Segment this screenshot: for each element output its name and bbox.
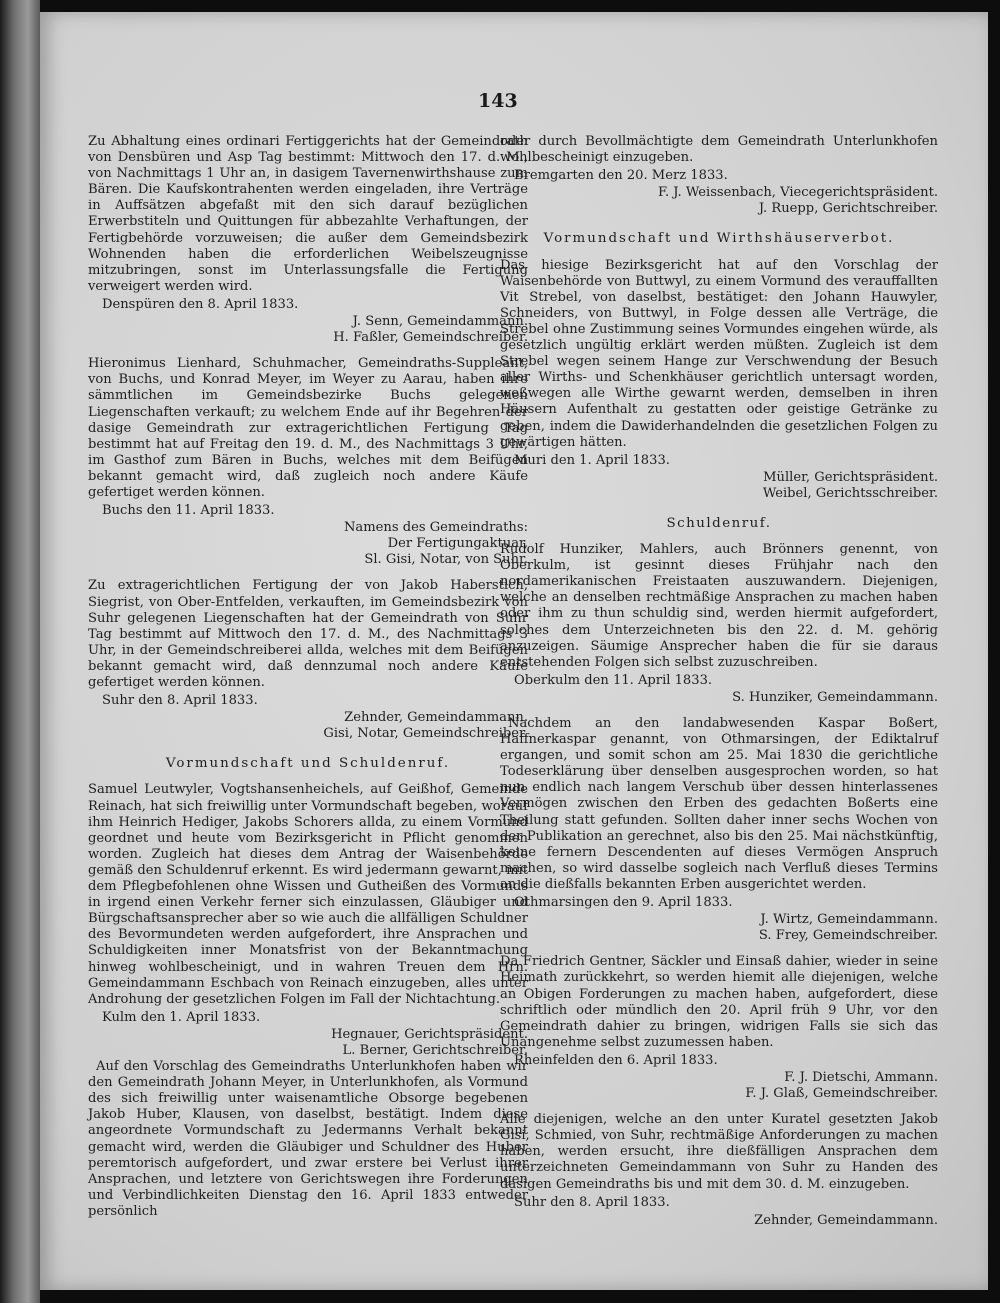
notice-text: Hieronimus Lienhard, Schuhmacher, Gemeindraths-Suppleant, von Buchs, und Konrad Meyer, im Weyer zu Aarau, haben ihre sämmtlichen im Gemeindsbezirke Buchs gelegenen Liegenschaften verkauft; zu welchem Ende auf ihr Begehren der dasige Gemeindrath zur extragerichtlichen Fertigung Tag bestimmt hat auf Freitag den 19. d. M., des Nachmittags 3 Uhr, im Gasthof zum Bären in Buchs, welches mit dem Beifügen bekannt gemacht wird, daß zugleich noch andere Käufe gefertiget werden können. (88, 356, 528, 500)
notice-signature: F. J. Weissenbach, Viecegerichtspräsident. (657, 185, 938, 201)
notice-signature: J. Ruepp, Gerichtschreiber. (758, 201, 938, 217)
section-heading: Schuldenruf. (666, 515, 772, 531)
notice-signature: Der Fertigungaktuar, (387, 536, 528, 552)
notice-dateline: Rheinfelden den 6. April 1833. (514, 1052, 718, 1068)
notice-signature: S. Hunziker, Gemeindammann. (732, 689, 938, 705)
notice-dateline: Suhr den 8. April 1833. (514, 1194, 670, 1210)
notice-signature: Zehnder, Gemeindammann. (754, 1212, 938, 1228)
notice-signature: F. J. Dietschi, Ammann. (784, 1069, 938, 1085)
notice-text: oder durch Bevollmächtigte dem Gemeindrath Unterlunkhofen wohlbescheinigt einzugeben. (500, 134, 938, 166)
notice-text: Zu Abhaltung eines ordinari Fertiggerichts hat der Gemeindrath von Densbüren und Asp Tag bestimmt: Mittwoch den 17. d. M., von Nachmittags 1 Uhr an, in dasigem Tavernenwirthshause zum Bären. Die Kaufskontrahenten werden eingeladen, ihre Verträge in Auffsätzen abgefaßt mit den sich darauf bezüglichen Erwerbstiteln und Quittungen für abbezahlte Verhaftungen, der Fertigbehörde vorzuweisen; die außer dem Gemeindsbezirk Wohnenden haben die erforderlichen Weibelszeugnisse mitzubringen, sonst im Unterlassungsfalle die Fertigung verweigert werden wird. (88, 134, 528, 294)
notice-text: Auf den Vorschlag des Gemeindraths Unterlunkhofen haben wir den Gemeindrath Johann Meyer, in Unterlunkhofen, als Vormund des sich freiwillig unter waisenamtliche Obsorge begebenen Jakob Huber, Klausen, von daselbst, bestätigt. Indem diese angeordnete Vormundschaft zu Jedermanns Verhalt bekannt gemacht wird, werden die Gläubiger und Schuldner des Huber peremtorisch aufgefordert, und zwar erstere bei Verlust ihrer Ansprachen, und letztere von Gerichtswegen ihre Forderungen und Verbindlichkeiten Dienstag den 16. April 1833 entweder persönlich (88, 1059, 528, 1219)
right-column (500, 134, 938, 1229)
notice-signature: Sl. Gisi, Notar, von Suhr. (364, 552, 528, 568)
notice-signature: Hegnauer, Gerichtspräsident. (331, 1026, 528, 1042)
notice-dateline: Oberkulm den 11. April 1833. (514, 672, 713, 688)
notice-gisi (500, 1112, 938, 1229)
notice-signature: Gisi, Notar, Gemeindschreiber. (323, 726, 528, 742)
notice-text: Da Friedrich Gentner, Säckler und Einsaß dahier, wieder in seine Heimath zurückkehrt, so werden hiemit alle diejenigen, welche an Obigen Forderungen zu machen haben, aufgefordert, diese schriftlich oder mündlich den 20. April früh 9 Uhr, vor den Gemeindrath dahier zu bringen, widrigen Falls sie sich das Unangenehme selbst zuzumessen haben. (500, 954, 938, 1050)
notice-signature: J. Senn, Gemeindammann. (352, 314, 528, 330)
notice-text: Samuel Leutwyler, Vogtshansenheichels, auf Geißhof, Gemeinde Reinach, hat sich freiwillig unter Vormundschaft begeben, worauf ihm Heinrich Hediger, Jakobs Schorers allda, zu einem Vormund geordnet und heute vom Bezirksgericht in Pflicht genommen worden. Zugleich hat dieses dem Antrag der Waisenbehörde gemäß den Schuldenruf erkennt. Es wird jedermann gewarnt, mit dem Pflegbefohlenen ohne Wissen und Gutheißen des Vormunds in irgend einen Verkehr ferner sich einzulassen, Gläubiger und Bürgschaftsansprecher aber so wie auch die allfälligen Schuldner des Bevormundeten werden aufgefordert, ihre Ansprachen und Schuldigkeiten inner Monatsfrist von der Bekanntmachung hinweg wohlbescheinigt, und in wahren Treuen dem Hrn. Gemeindammann Eschbach von Reinach einzugeben, alles unter Androhung der gesetzlichen Folgen im Fall der Nichtachtung. (88, 782, 528, 1007)
notice-text: Rudolf Hunziker, Mahlers, auch Brönners genennt, von Oberkulm, ist gesinnt dieses Frühjahr nach den nordamerikanischen Freistaaten auszuwandern. Diejenigen, welche an denselben rechtmäßige Ansprachen zu machen haben oder ihm zu thun schuldig sind, werden hiermit aufgefordert, solches dem Unterzeichneten bis den 22. d. M. gehörig anzuzeigen. Säumige Ansprecher haben die für sie daraus entstehenden Folgen sich selbst zuzuschreiben. (500, 542, 938, 670)
notice-signature: H. Faßler, Gemeindschreiber. (333, 330, 528, 346)
notice-unterlunkhofen (88, 1059, 528, 1220)
notice-dateline: Othmarsingen den 9. April 1833. (514, 895, 733, 911)
notice-unterlunkhofen-continued (500, 134, 938, 217)
notice-leutwyler (88, 782, 528, 1059)
section-heading: Vormundschaft und Wirthshäuserverbot. (543, 231, 895, 247)
notice-text: Nachdem an den landabwesenden Kaspar Boßert, Haffnerkaspar genannt, von Othmarsingen, der Ediktalruf ergangen, und somit schon am 25. Mai 1830 die gerichtliche Todeserklärung über denselben ausgesprochen worden, so hat nun endlich nach langem Verschub über dessen hinterlassenes Vermögen zwischen den Erben des gedachten Boßerts eine Theilung statt gefunden. Sollten daher inner sechs Wochen von der Publikation an gerechnet, also bis den 25. Mai nächstkünftig, keine fernern Descendenten auf dieses Vermögen Anspruch machen, so wird dasselbe sogleich nach Verfluß dieses Termins an die dießfalls bekannten Erben ausgerichtet werden. (500, 716, 938, 892)
notice-dateline: Suhr den 8. April 1833. (102, 693, 258, 709)
notice-dateline: Kulm den 1. April 1833. (102, 1009, 261, 1025)
book-binding-edge (0, 0, 40, 1303)
notice-buchs (88, 356, 528, 568)
page-number: 143 (478, 90, 518, 112)
notice-densbueren (88, 134, 528, 346)
notice-hunziker (500, 542, 938, 706)
notice-signature: Zehnder, Gemeindammann. (344, 710, 528, 726)
notice-signature: Namens des Gemeindraths: (343, 520, 528, 536)
notice-dateline: Denspüren den 8. April 1833. (102, 296, 299, 312)
notice-signature: L. Berner, Gerichtschreiber. (342, 1042, 528, 1058)
notice-dateline: Muri den 1. April 1833. (514, 452, 670, 468)
notice-signature: Müller, Gerichtspräsident. (763, 469, 938, 485)
notice-gentner (500, 954, 938, 1102)
newspaper-page (40, 12, 988, 1290)
notice-bossert (500, 716, 938, 944)
left-column (88, 134, 528, 1222)
notice-dateline: Buchs den 11. April 1833. (102, 503, 275, 519)
notice-text: Zu extragerichtlichen Fertigung der von Jakob Haberstich, Siegrist, von Ober-Entfelden, verkauften, im Gemeindsbezirk von Suhr gelegenen Liegenschaften hat der Gemeindrath von Suhr Tag bestimmt auf Mittwoch den 17. d. M., des Nachmittags 3 Uhr, in der Gemeindschreiberei allda, welches mit dem Beifügen bekannt gemacht wird, daß dennzumal noch andere Käufe gefertiget werden können. (88, 578, 528, 690)
notice-text: Das hiesige Bezirksgericht hat auf den Vorschlag der Waisenbehörde von Buttwyl, zu einem Vormund des verauffallten Vit Strebel, von daselbst, bestätiget: den Johann Hauwyler, Schneiders, von Buttwyl, in Folge dessen alle Verträge, die Strebel ohne Zustimmung seines Vormundes eingehen würde, als gesetzlich ungültig erklärt werden müßten. Zugleich ist dem Strebel wegen seinem Hange zur Verschwendung der Besuch aller Wirths- und Schenkhäuser gerichtlich untersagt worden, weßwegen alle Wirthe gewarnt werden, demselben in ihren Häusern Aufenthalt zu gestatten oder geistige Getränke zu geben, indem die Dawiderhandelnden die gesetzlichen Folgen zu gewärtigen hätten. (500, 257, 938, 450)
notice-signature: Weibel, Gerichtsschreiber. (762, 485, 938, 501)
section-heading: Vormundschaft und Schuldenruf. (165, 756, 451, 772)
notice-signature: S. Frey, Gemeindschreiber. (758, 928, 938, 944)
notice-signature: J. Wirtz, Gemeindammann. (760, 912, 938, 928)
notice-signature: F. J. Glaß, Gemeindschreiber. (745, 1086, 938, 1102)
notice-dateline: Bremgarten den 20. Merz 1833. (514, 168, 728, 184)
notice-suhr-fertigung (88, 578, 528, 742)
notice-text: Alle diejenigen, welche an den unter Kuratel gesetzten Jakob Gisi, Schmied, von Suhr, rechtmäßige Anforderungen zu machen haben, werden ersucht, ihre dießfälligen Ansprachen dem unterzeichneten Gemeindammann von Suhr zu Handen des dasigen Gemeindraths bis und mit dem 30. d. M. einzugeben. (500, 1112, 938, 1192)
notice-strebel (500, 258, 938, 502)
